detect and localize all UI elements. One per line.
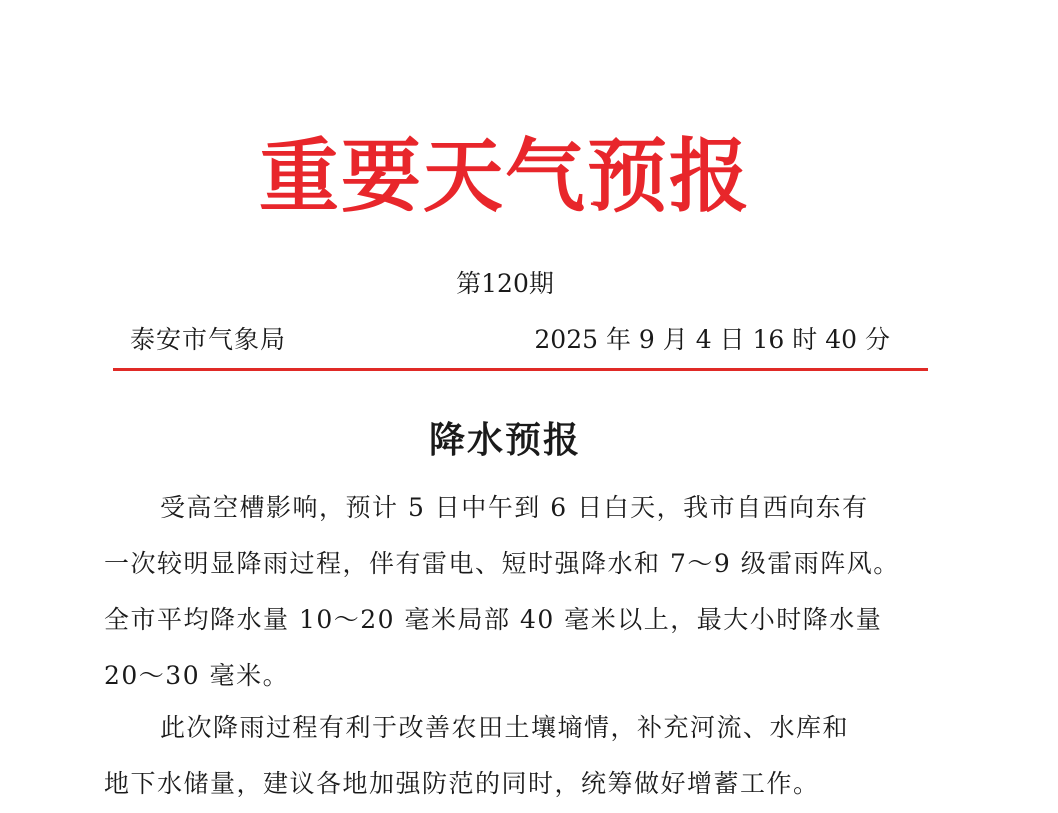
paragraph-forecast [104,480,1004,704]
paragraph-line: 20～30 毫米。 [104,661,290,690]
issue-datetime: 2025 年 9 月 4 日 16 时 40 分 [534,325,890,354]
paragraph-line: 此次降雨过程有利于改善农田土壤墒情，补充河流、水库和 [160,713,850,742]
issuing-agency: 泰安市气象局 [130,325,287,354]
paragraph-line: 全市平均降水量 10～20 毫米局部 40 毫米以上，最大小时降水量 [104,605,883,634]
paragraph-line: 受高空槽影响，预计 5 日中午到 6 日白天，我市自西向东有 [160,493,869,522]
paragraph-line: 一次较明显降雨过程，伴有雷电、短时强降水和 7～9 级雷雨阵风。 [104,549,900,578]
issue-number: 第120期 [456,269,554,298]
paragraph-line: 地下水储量，建议各地加强防范的同时，统筹做好增蓄工作。 [104,769,820,798]
masthead-title: 重要天气预报 [259,129,751,223]
document-title: 降水预报 [428,419,581,461]
header-divider [113,368,928,371]
paragraph-advice [104,700,1004,812]
